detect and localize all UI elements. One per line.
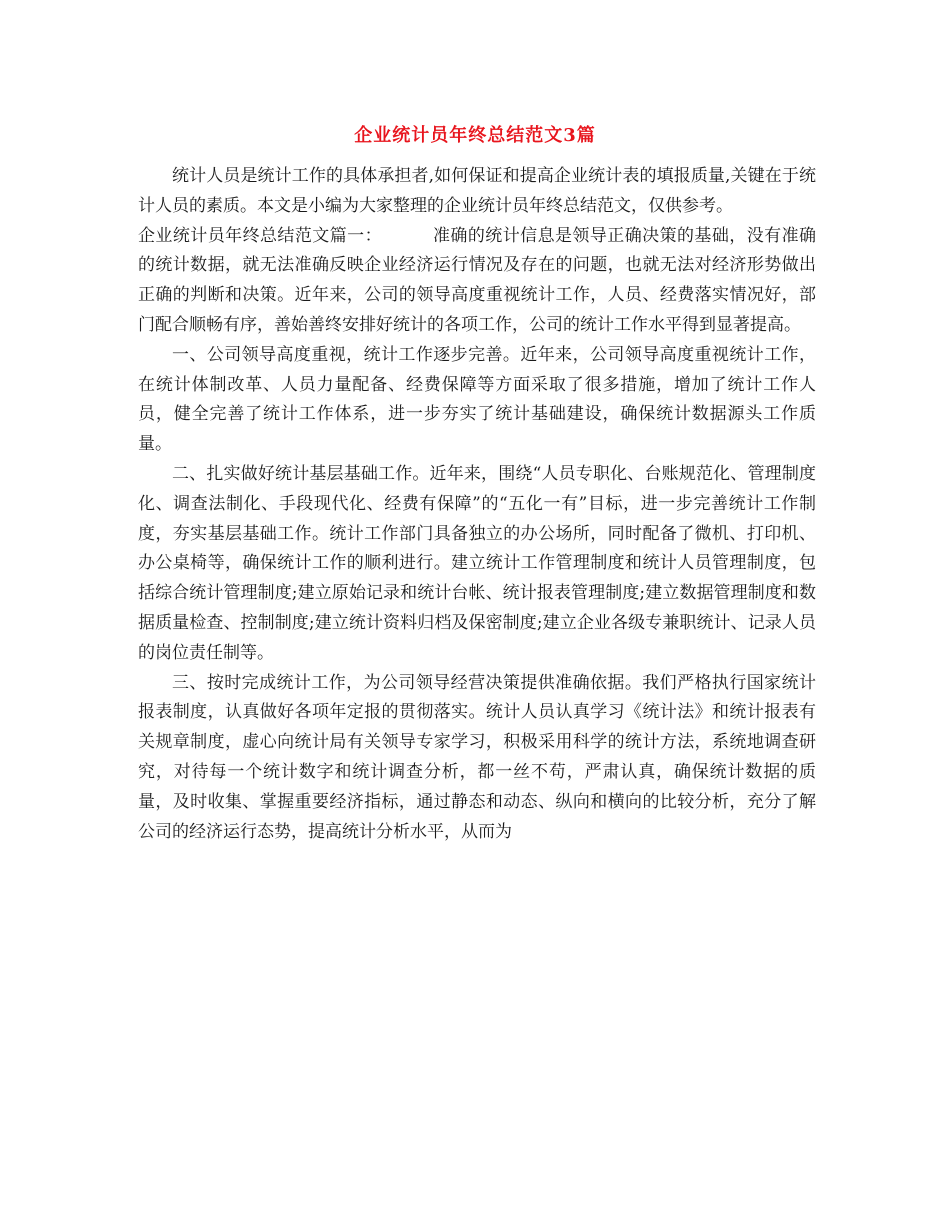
paragraph-one: 一、公司领导高度重视，统计工作逐步完善。近年来，公司领导高度重视统计工作，在统计体制改革、人员力量配备、经费保障等方面采取了很多措施，增加了统计工作人员，健全完善了统计工作体系，进一步夯实了统计基础建设，确保统计数据源头工作质量。: [138, 344, 816, 455]
paragraph-two: 二、扎实做好统计基层基础工作。近年来，围绕“人员专职化、台账规范化、管理制度化、调查法制化、手段现代化、经费有保障”的“五化一有”目标，进一步完善统计工作制度，夯实基层基础工作。统计工作部门具备独立的办公场所，同时配备了微机、打印机、办公桌椅等，确保统计工作的顺利进行。建立统计工作管理制度和统计人员管理制度，包括综合统计管理制度;建立原始记录和统计台帐、统计报表管理制度;建立数据管理制度和数据质量检查、控制制度;建立统计资料归档及保密制度;建立企业各级专兼职统计、记录人员的岗位责任制等。: [138, 463, 816, 663]
section-paragraph: [138, 222, 816, 341]
document-title: 企业统计员年终总结范文3篇: [354, 125, 596, 146]
intro-paragraph: 统计人员是统计工作的具体承担者,如何保证和提高企业统计表的填报质量,关键在于统计人员的素质。本文是小编为大家整理的企业统计员年终总结范文，仅供参考。: [138, 166, 816, 216]
document-body: [138, 162, 816, 847]
paragraph-three: 三、按时完成统计工作，为公司领导经营决策提供准确依据。我们严格执行国家统计报表制度，认真做好各项年定报的贯彻落实。统计人员认真学习《统计法》和统计报表有关规章制度，虚心向统计局有关领导专家学习，积极采用科学的统计方法，系统地调查研究，对待每一个统计数字和统计调查分析，都一丝不苟，严肃认真，确保统计数据的质量，及时收集、掌握重要经济指标，通过静态和动态、纵向和横向的比较分析，充分了解公司的经济运行态势，提高统计分析水平，从而为: [138, 672, 816, 842]
section-lead-text: 准确的统计信息是领导正确决策的基础，没有准确的统计数据，就无法准确反映企业经济运行情况及存在的问题，也就无法对经济形势做出正确的判断和决策。近年来，公司的领导高度重视统计工作，人员、经费落实情况好，部门配合顺畅有序，善始善终安排好统计的各项工作，公司的统计工作水平得到显著提高。: [138, 225, 816, 335]
section-heading: 企业统计员年终总结范文篇一：: [138, 225, 382, 246]
